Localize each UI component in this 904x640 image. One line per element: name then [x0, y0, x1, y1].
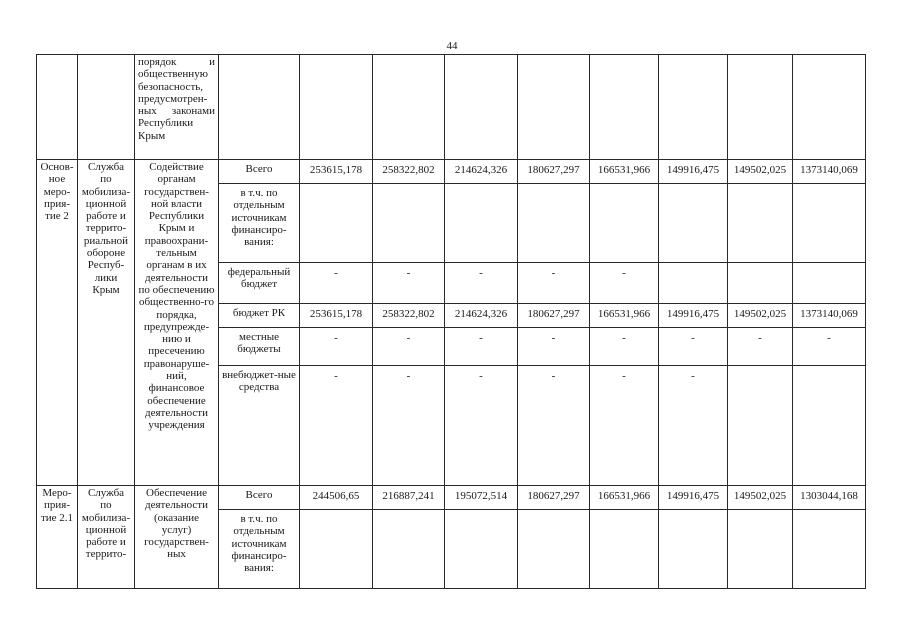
value-cell [659, 184, 728, 263]
description-text: Обеспечение деятельности (оказание услуг) государствен-ных [144, 487, 209, 561]
cell-value: 1373140,069 [800, 164, 858, 176]
cell-value [728, 510, 792, 515]
cell-value [445, 184, 517, 189]
value-cell [373, 263, 445, 304]
value-cell [373, 510, 445, 589]
cell-value: - [406, 370, 411, 382]
value-cell [728, 510, 793, 589]
cell-value: 149502,025 [733, 164, 787, 176]
value-cell [659, 55, 728, 160]
value-cell [373, 55, 445, 160]
cell-value: - [479, 370, 483, 382]
cell-value [659, 184, 727, 189]
value-cell [373, 366, 445, 486]
executor-cell [78, 160, 135, 486]
cell-value: 258322,802 [382, 308, 435, 320]
value-cell [518, 366, 590, 486]
value-cell [659, 160, 728, 184]
value-cell [445, 366, 518, 486]
cell-value: 244506,65 [312, 490, 360, 502]
value-cell [445, 510, 518, 589]
event-cell [37, 160, 78, 486]
cell-value: 214624,326 [454, 308, 508, 320]
cell-value: 166531,966 [597, 490, 651, 502]
continuation-row [37, 55, 866, 160]
value-cell [300, 263, 373, 304]
value-cell [518, 510, 590, 589]
value-cell [728, 263, 793, 304]
cell-value [373, 510, 444, 515]
cell-value: 1303044,168 [800, 490, 858, 502]
value-cell [518, 486, 590, 510]
source-label: Всего [245, 163, 273, 175]
cell-value: 195072,514 [454, 490, 508, 502]
cell-value: 214624,326 [454, 164, 508, 176]
value-cell [445, 328, 518, 366]
value-cell [300, 366, 373, 486]
description-cell [135, 486, 219, 589]
value-cell [300, 486, 373, 510]
table-row [37, 160, 866, 184]
value-cell [445, 304, 518, 328]
value-cell [590, 263, 659, 304]
value-cell [300, 184, 373, 263]
value-cell [793, 486, 866, 510]
cell-value [590, 510, 658, 515]
value-cell [518, 304, 590, 328]
source-label: внебюджет-ные средства [222, 369, 296, 394]
cell-value: 180627,297 [527, 308, 580, 320]
value-cell [445, 263, 518, 304]
value-cell [518, 184, 590, 263]
value-cell [728, 328, 793, 366]
value-cell [793, 263, 866, 304]
source-cell [219, 366, 300, 486]
cell-value [300, 510, 372, 515]
value-cell [728, 486, 793, 510]
cell-value: 149916,475 [666, 308, 720, 320]
value-cell [518, 328, 590, 366]
event-cell [37, 486, 78, 589]
value-cell [659, 486, 728, 510]
value-cell [728, 160, 793, 184]
value-cell [793, 160, 866, 184]
cell-value: - [691, 332, 695, 344]
source-cell [219, 510, 300, 589]
source-label: в т.ч. по отдельным источникам финансиро-вания: [231, 187, 287, 249]
value-cell [590, 55, 659, 160]
cell-value [659, 510, 727, 515]
value-cell [518, 263, 590, 304]
value-cell [793, 328, 866, 366]
cell-value: - [334, 370, 338, 382]
cell-value: - [827, 332, 831, 344]
cell-value [728, 184, 792, 189]
cell-value: - [479, 332, 483, 344]
value-cell [590, 510, 659, 589]
value-cell [445, 55, 518, 160]
cell-value: - [479, 267, 483, 279]
source-label: федеральный бюджет [227, 266, 291, 291]
cell-value: 149916,475 [666, 490, 720, 502]
source-label: Всего [245, 489, 273, 501]
cell-value [793, 366, 865, 371]
cell-value: - [758, 332, 762, 344]
cell-value: - [551, 370, 556, 382]
source-cell [219, 304, 300, 328]
cell-value: - [622, 332, 626, 344]
cell-value: 166531,966 [597, 164, 651, 176]
cell-value: 253615,178 [309, 164, 363, 176]
value-cell [300, 304, 373, 328]
value-cell [373, 328, 445, 366]
cell-value: 149502,025 [733, 308, 787, 320]
value-cell [518, 55, 590, 160]
cell-value: - [691, 370, 695, 382]
cell-value: 166531,966 [597, 308, 651, 320]
value-cell [445, 184, 518, 263]
value-cell [793, 366, 866, 486]
description-cell [135, 55, 219, 160]
value-cell [373, 486, 445, 510]
cell-value: - [406, 332, 411, 344]
value-cell [373, 304, 445, 328]
cell-value [518, 184, 589, 189]
source-cell [219, 55, 300, 160]
cell-value: 149916,475 [666, 164, 720, 176]
value-cell [728, 366, 793, 486]
cell-value [728, 263, 792, 268]
value-cell [659, 328, 728, 366]
value-cell [728, 184, 793, 263]
description-text: Содействие органам государствен-ной власти Республики Крым и правоохрани-тельным органам в их деятельности по обеспечению общественно-го порядка, предупрежде-нию и пресечению правонаруше-ний, финансовое обеспечение деятельности учреждения [138, 161, 215, 432]
cell-value: 180627,297 [527, 490, 580, 502]
source-label: местные бюджеты [237, 331, 281, 356]
cell-value: - [551, 267, 556, 279]
value-cell [300, 55, 373, 160]
value-cell [728, 304, 793, 328]
value-cell [590, 160, 659, 184]
executor-label: Служба по мобилиза-ционной работе и террито-риальной обороне Респуб-лики Крым [81, 161, 131, 296]
cell-value: - [622, 267, 626, 279]
cell-value [373, 184, 444, 189]
value-cell [659, 263, 728, 304]
value-cell [373, 184, 445, 263]
source-cell [219, 263, 300, 304]
budget-table [36, 54, 866, 589]
cell-value [793, 184, 865, 189]
value-cell [590, 184, 659, 263]
event-cell [37, 55, 78, 160]
value-cell [445, 486, 518, 510]
value-cell [793, 184, 866, 263]
source-label: в т.ч. по отдельным источникам финансиро-вания: [231, 513, 287, 575]
value-cell [518, 160, 590, 184]
cell-value: 180627,297 [527, 164, 580, 176]
value-cell [300, 160, 373, 184]
value-cell [659, 510, 728, 589]
value-cell [590, 366, 659, 486]
cell-value: 1373140,069 [800, 308, 858, 320]
value-cell [590, 328, 659, 366]
value-cell [659, 366, 728, 486]
value-cell [590, 304, 659, 328]
description-text: порядок и общественную безопасность, предусмотрен-ных законами Республики Крым [138, 56, 215, 142]
value-cell [445, 160, 518, 184]
value-cell [728, 55, 793, 160]
value-cell [659, 304, 728, 328]
cell-value [728, 366, 792, 371]
value-cell [300, 510, 373, 589]
event-label: Основ-ное меро-прия-тие 2 [40, 161, 74, 223]
cell-value: 216887,241 [382, 490, 435, 502]
executor-cell [78, 55, 135, 160]
table-row [37, 486, 866, 510]
cell-value: - [406, 267, 411, 279]
executor-label: Служба по мобилиза-ционной работе и террито- [81, 487, 131, 561]
cell-value: 258322,802 [382, 164, 435, 176]
executor-cell [78, 486, 135, 589]
source-cell [219, 160, 300, 184]
source-cell [219, 486, 300, 510]
cell-value [445, 510, 517, 515]
source-cell [219, 184, 300, 263]
cell-value: - [334, 267, 338, 279]
value-cell [590, 486, 659, 510]
cell-value [590, 184, 658, 189]
event-label: Меро-прия-тие 2.1 [40, 487, 74, 524]
value-cell [793, 55, 866, 160]
value-cell [300, 328, 373, 366]
cell-value [300, 184, 372, 189]
cell-value [659, 263, 727, 268]
cell-value: 253615,178 [309, 308, 363, 320]
value-cell [793, 304, 866, 328]
cell-value: - [622, 370, 626, 382]
page-number: 44 [446, 40, 458, 52]
cell-value: 149502,025 [733, 490, 787, 502]
cell-value [793, 263, 865, 268]
value-cell [373, 160, 445, 184]
description-cell [135, 160, 219, 486]
cell-value: - [551, 332, 556, 344]
value-cell [793, 510, 866, 589]
source-label: бюджет РК [232, 307, 286, 319]
cell-value: - [334, 332, 338, 344]
cell-value [793, 510, 865, 515]
source-cell [219, 328, 300, 366]
cell-value [518, 510, 589, 515]
